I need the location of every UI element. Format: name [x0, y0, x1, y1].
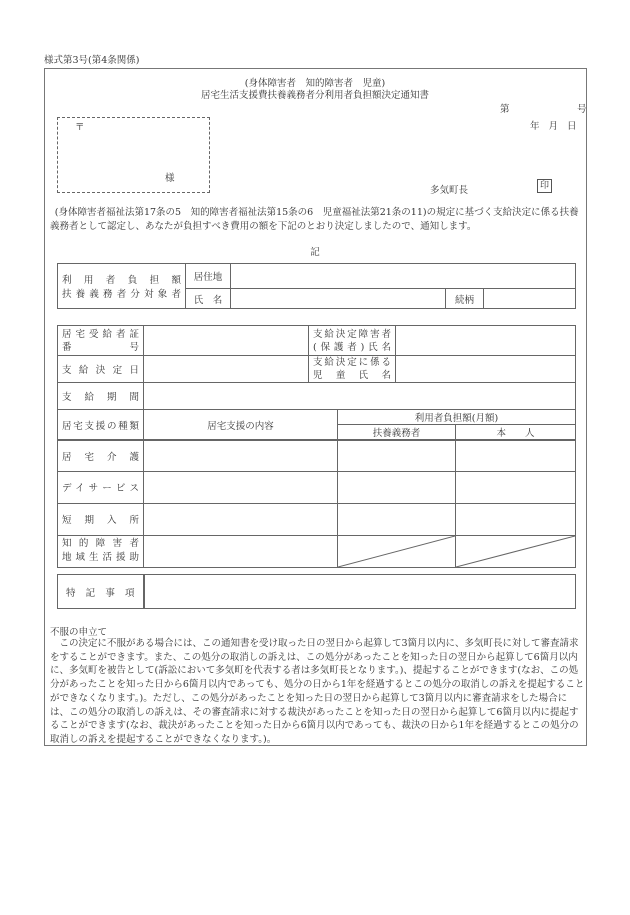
col-content-header: 居宅支援の内容 [144, 410, 338, 441]
table-row [58, 471, 576, 503]
target-table [57, 263, 576, 309]
notes-label: 特記事項 [58, 575, 144, 609]
diagonal-strike-icon [338, 536, 455, 567]
guardian-amount[interactable] [338, 503, 456, 535]
guardian-amount[interactable] [338, 471, 456, 503]
support-content[interactable] [144, 535, 338, 567]
col-guardian-header: 扶養義務者 [338, 425, 456, 441]
support-type: デイサービス [58, 471, 144, 503]
target-label [58, 264, 186, 309]
document-title: 居宅生活支援費扶養義務者分利用者負担額決定通知書 [200, 90, 429, 101]
cert-number-label-ban: 番 [62, 341, 72, 353]
name-label: 氏 名 [186, 289, 231, 309]
support-type-line1: 知的障害者 [62, 538, 139, 549]
self-amount[interactable] [456, 503, 576, 535]
address-field[interactable] [231, 264, 576, 289]
guardian-amount-na [338, 535, 456, 567]
cert-number-field[interactable] [144, 326, 309, 356]
col-burden-header: 利用者負担額(月額) [338, 410, 576, 425]
self-amount[interactable] [456, 440, 576, 471]
support-content[interactable] [144, 503, 338, 535]
table-row [58, 503, 576, 535]
notes-field[interactable] [144, 575, 576, 609]
objection-paragraph: この決定に不服がある場合には、この通知書を受け取った日の翌日から起算して3箇月以内に、多気町長に対して審査請求をすることができます。また、この処分の取消しの訴えは、この処分があったことを知った日の翌日から起算して6箇月以内に、多気町を被告として(訴訟において多気町を代表する者は多気町長となります。)、提起することができます(なお、この処分があったことを知った日から6箇月以内であっても、処分の日から1年を経過するとこの処分の取消しの訴えを提起することができなくなります。)。ただし、この処分があったことを知った日の翌日から起算して3箇月以内に審査請求をした場合には、この処分の取消しの訴えは、その審査請求に対する裁決があったことを知った日の翌日から起算して6箇月以内に提起することができます(なお、裁決があったことを知った日から6箇月以内であっても、裁決の日から1年を経過するとこの処分の取消しの訴えを提起することができなくなります。)。 [50, 638, 585, 745]
relation-label: 続柄 [446, 289, 484, 309]
target-label-line2: 扶養義務者分対象者 [62, 289, 181, 300]
self-amount-na [456, 535, 576, 567]
child-name-field[interactable] [396, 356, 576, 383]
cert-number-label-line1: 居宅受給者証 [62, 328, 139, 340]
support-type-line2: 地域生活援助 [62, 552, 139, 563]
cert-number-label-go: 号 [129, 341, 139, 353]
postal-mark: 〒 [75, 122, 85, 133]
period-label: 支給期間 [58, 383, 144, 410]
recipient-name-field[interactable] [396, 326, 576, 356]
support-type: 短期入所 [58, 503, 144, 535]
support-content[interactable] [144, 440, 338, 471]
name-field[interactable] [231, 289, 446, 309]
relation-field[interactable] [484, 289, 576, 309]
number-suffix: 号 [577, 104, 587, 115]
recipient-name-label-line2: (保護者)氏名 [313, 341, 392, 353]
col-self-header: 本 人 [456, 425, 576, 441]
recipient-honorific: 様 [165, 173, 175, 184]
number-prefix: 第 [500, 104, 510, 115]
table-row [58, 440, 576, 471]
target-label-line1: 利用者負担額 [62, 275, 181, 286]
col-type-header: 居宅支援の種類 [58, 410, 144, 441]
seal-stamp: 印 [537, 179, 552, 193]
support-content[interactable] [144, 471, 338, 503]
table-row [58, 535, 576, 567]
ki-label: 記 [310, 247, 320, 258]
recipient-name-label-line1: 支給決定障害者 [313, 328, 392, 340]
issue-date: 年 月 日 [530, 121, 577, 132]
child-name-label [309, 356, 396, 383]
address-label: 居住地 [186, 264, 231, 289]
diagonal-strike-icon [456, 536, 575, 567]
decision-date-field[interactable] [144, 356, 309, 383]
issuer-title: 多気町長 [430, 185, 469, 196]
decision-date-label: 支給決定日 [58, 356, 144, 383]
period-field[interactable] [144, 383, 576, 410]
recipient-name-label [309, 326, 396, 356]
cert-number-label [58, 326, 144, 356]
category-line: (身体障害者 知的障害者 児童) [244, 78, 386, 89]
support-type [58, 535, 144, 567]
objection-title: 不服の申立て [50, 627, 108, 638]
guardian-amount[interactable] [338, 440, 456, 471]
form-number: 様式第3号(第4条関係) [44, 55, 140, 66]
self-amount[interactable] [456, 471, 576, 503]
detail-table [57, 325, 576, 568]
notes-table [57, 574, 576, 609]
child-name-label-line1: 支給決定に係る [313, 357, 392, 368]
support-type: 居宅介護 [58, 440, 144, 471]
intro-paragraph: (身体障害者福祉法第17条の5 知的障害者福祉法第15条の6 児童福祉法第21条の11)の規定に基づく支給決定に係る扶養義務者として認定し、あなたが負担すべき費用の額を下記のとおり決定しましたので、通知します。 [50, 207, 579, 232]
child-name-label-line2: 児童氏名 [313, 370, 392, 381]
